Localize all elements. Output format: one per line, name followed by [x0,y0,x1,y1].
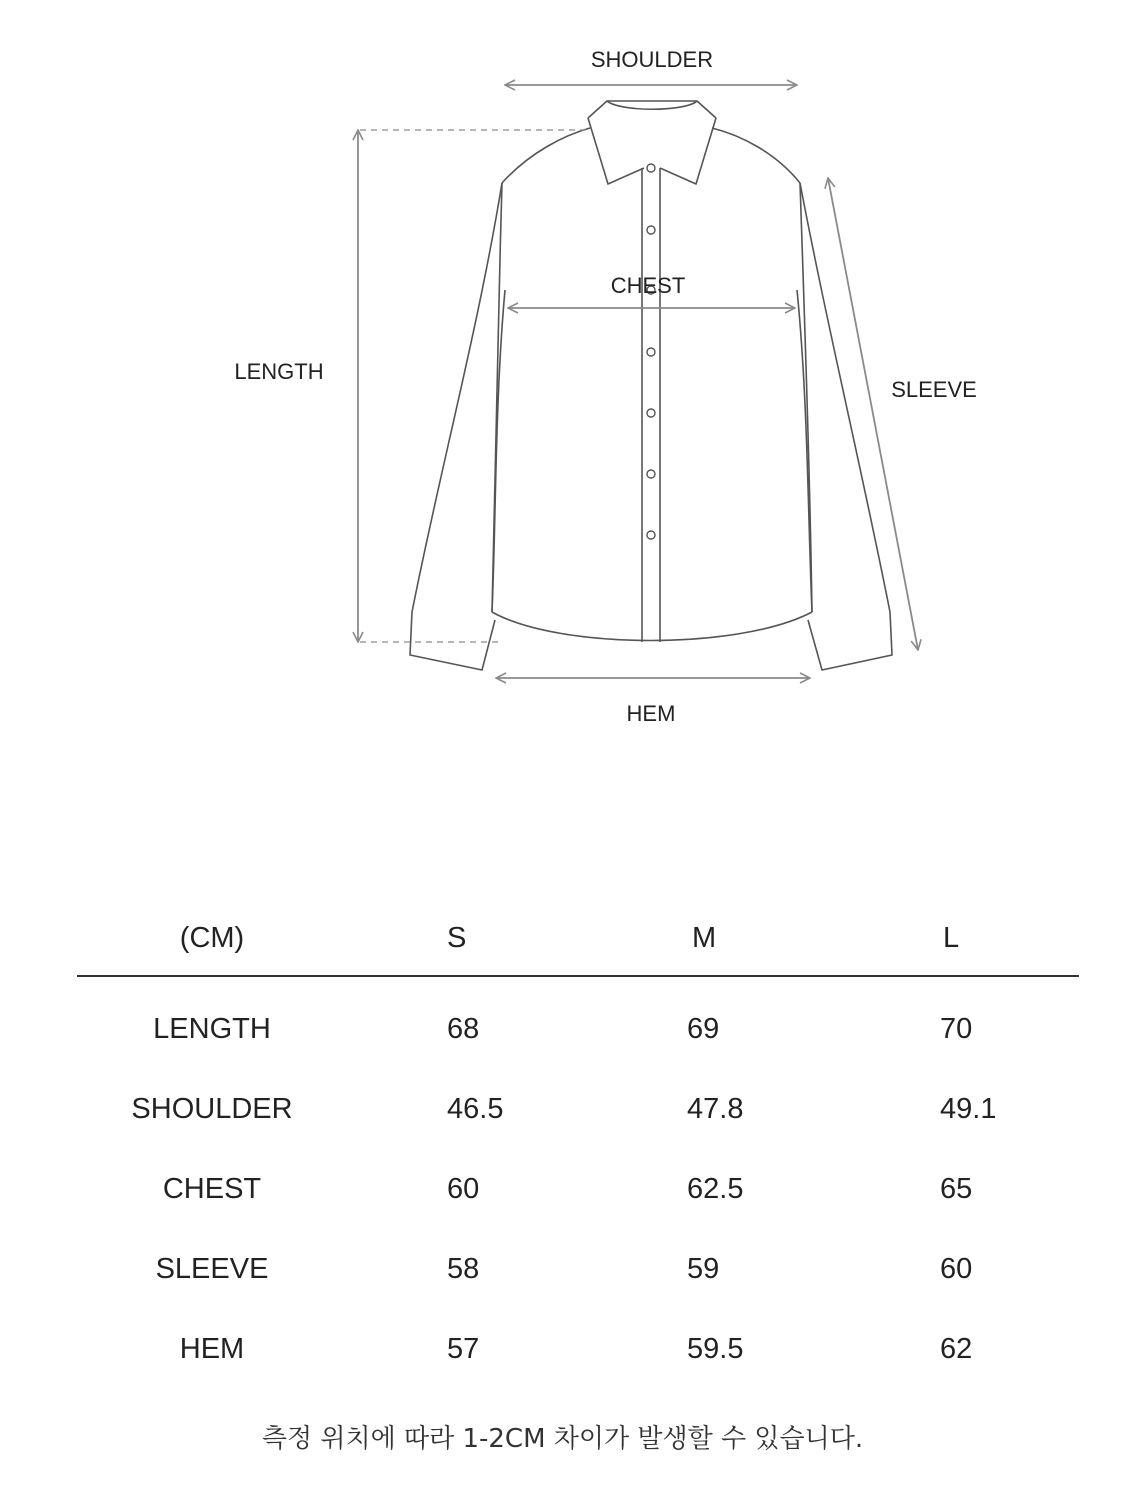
table-row [77,989,1079,1069]
sleeve-left-outer [412,183,502,612]
cell-s: 57 [447,1333,480,1365]
size-header-m: M [692,922,717,954]
cell-l: 62 [940,1333,973,1365]
cell-s: 58 [447,1253,480,1285]
row-label: SHOULDER [131,1093,293,1125]
measurement-footnote: 측정 위치에 따라 1-2CM 차이가 발생할 수 있습니다. [261,1424,864,1454]
button [647,226,655,234]
measurement-guides [358,85,918,678]
cell-l: 70 [940,1013,973,1045]
sleeve-arrow [828,178,918,650]
shirt-shoulder-left [502,128,590,183]
shirt-hem [492,612,812,641]
cell-s: 68 [447,1013,480,1045]
cuff-left [410,612,495,670]
row-label: CHEST [162,1173,262,1205]
table-row [77,1309,1079,1389]
cell-l: 60 [940,1253,973,1285]
table-header-row [77,905,1079,975]
table-divider [77,975,1079,977]
unit-header: (CM) [179,922,245,954]
row-label: LENGTH [153,1013,271,1045]
button [647,531,655,539]
length-label: LENGTH [234,359,324,384]
shirt-shoulder-right [712,128,800,183]
chest-label: CHEST [610,273,686,298]
row-label: HEM [179,1333,245,1365]
cell-l: 49.1 [940,1093,997,1125]
size-header-s: S [447,922,467,954]
button [647,348,655,356]
table-row [77,1229,1079,1309]
cell-m: 62.5 [687,1173,744,1205]
shoulder-label: SHOULDER [590,47,714,72]
size-header-l: L [943,922,960,954]
cuff-right [808,612,892,670]
cell-s: 60 [447,1173,480,1205]
button [647,470,655,478]
shirt-outline [410,101,892,670]
cell-l: 65 [940,1173,973,1205]
sleeve-label: SLEEVE [891,377,977,402]
cell-m: 47.8 [687,1093,744,1125]
collar-left [588,118,644,184]
size-table [77,905,1079,1389]
row-label: SLEEVE [155,1253,269,1285]
button [647,409,655,417]
collar-right [660,118,716,184]
sleeve-right-outer [800,183,890,612]
button [647,164,655,172]
cell-m: 59 [687,1253,720,1285]
shirt-buttons [647,164,655,539]
cell-m: 59.5 [687,1333,744,1365]
hem-label: HEM [626,701,676,726]
collar-stand [607,101,697,109]
cell-m: 69 [687,1013,720,1045]
table-row [77,1069,1079,1149]
cell-s: 46.5 [447,1093,504,1125]
table-row [77,1149,1079,1229]
